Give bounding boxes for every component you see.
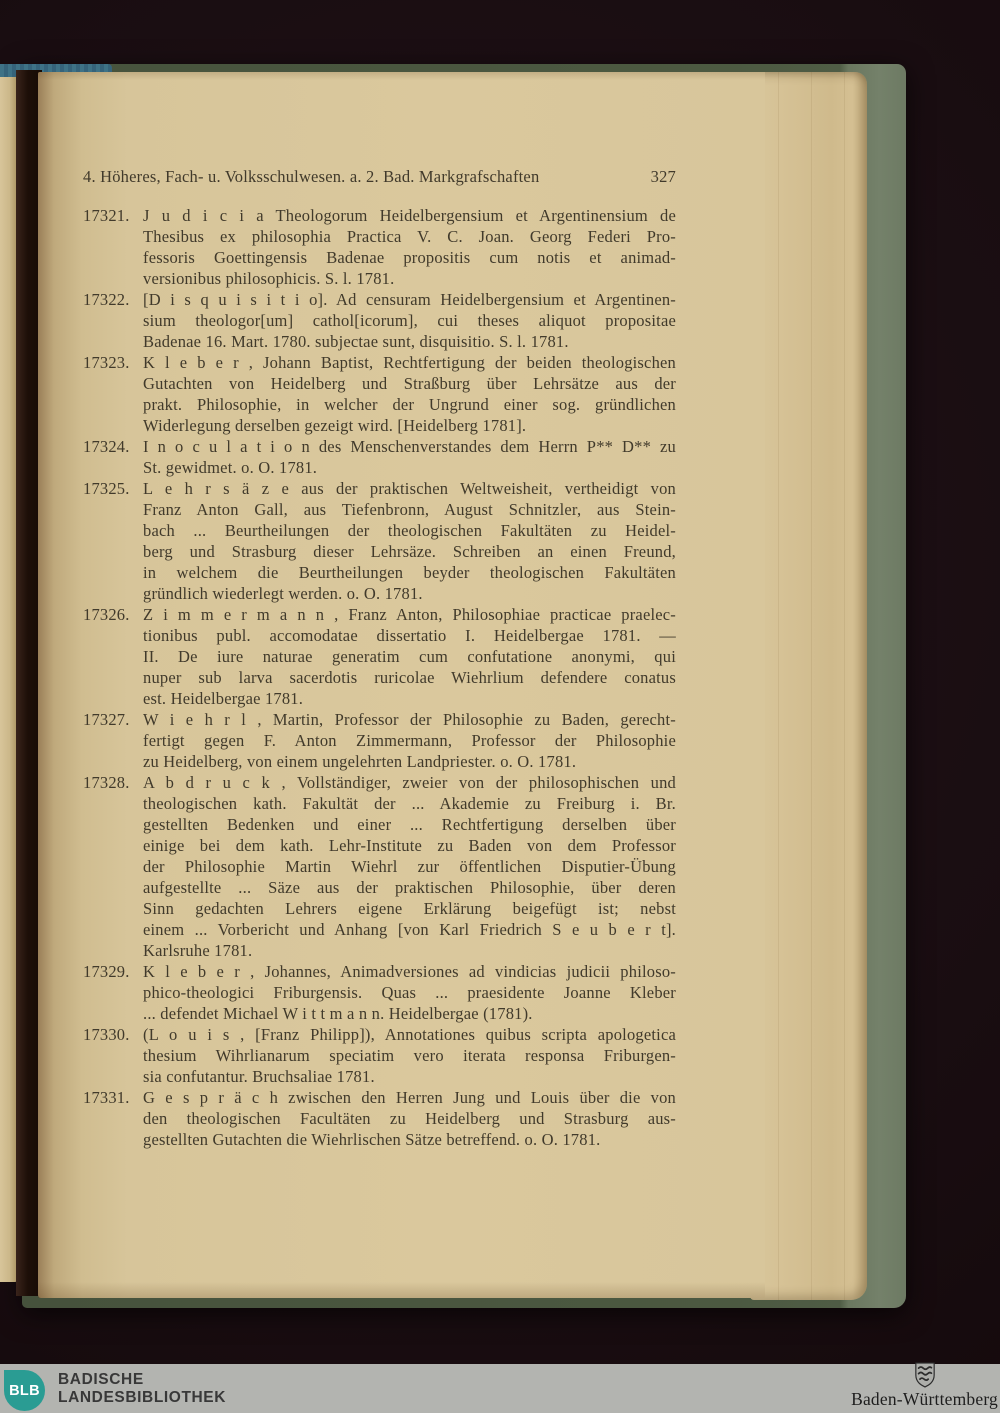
entry-line: Thesibus ex philosophia Practica V. C. Joan. Georg Federi Pro- [143,227,676,246]
bibliography-entry [83,478,676,604]
viewer-footer [0,1364,1000,1413]
entry-line: einige bei dem kath. Lehr-Institute zu Baden von dem Professor [143,836,676,855]
entry-number: 17323. [83,353,130,372]
entry-line: St. gewidmet. o. O. 1781. [143,458,318,477]
bibliography-entry [83,436,676,478]
entry-line: sia confutantur. Bruchsaliae 1781. [143,1067,375,1086]
bibliography-entry [83,604,676,709]
entry-line: Karlsruhe 1781. [143,941,253,960]
entry-number: 17325. [83,479,130,498]
entry-line: tionibus publ. accomodatae dissertatio I. Heidelbergae 1781. — [143,626,676,645]
entry-line: II. De iure naturae generatim cum confutatione anonymi, qui [143,647,676,666]
entry-number: 17329. [83,962,130,981]
bibliography-entry [83,352,676,436]
blb-logo [4,1370,45,1411]
entry-line: (L o u i s , [Franz Philipp]), Annotationes quibus scripta apologetica [143,1025,676,1044]
entry-number: 17328. [83,773,130,792]
coat-of-arms-icon [914,1362,936,1388]
entry-line: sium theologor[um] cathol[icorum], cui theses aliquot propositae [143,311,676,330]
entry-number: 17330. [83,1025,130,1044]
entry-number: 17326. [83,605,130,624]
entry-line: W i e h r l , Martin, Professor der Philosophie zu Baden, gerecht- [143,710,676,729]
entry-number: 17322. [83,290,130,309]
entry-line: est. Heidelbergae 1781. [143,689,304,708]
entry-body [143,352,676,436]
entry-line: der Philosophie Martin Wiehrl zur öffentlichen Disputier-Übung [143,857,676,876]
entry-line: aufgestellte ... Säze aus der praktischen Philosophie, über deren [143,878,676,897]
entry-line: Z i m m e r m a n n , Franz Anton, Philosophiae practicae praelec- [143,605,676,624]
entry-line: L e h r s ä z e aus der praktischen Weltweisheit, vertheidigt von [143,479,676,498]
page-content [83,166,676,1150]
entry-line: Widerlegung derselben gezeigt wird. [Heidelberg 1781]. [143,416,527,435]
entry-body [143,772,676,961]
page-header [83,166,676,187]
entry-body [143,436,676,478]
entry-body [143,478,676,604]
entry-body [143,1087,676,1150]
entry-number: 17331. [83,1088,130,1107]
entry-body [143,1024,676,1087]
entry-line: bach ... Beurtheilungen der theologischen Fakultäten zu Heidel- [143,521,676,540]
entry-line: nuper sub larva sacerdotis ruricolae Wiehrlium defendere conatus [143,668,676,687]
entry-line: gestellten Gutachten die Wiehrlischen Sätze betreffend. o. O. 1781. [143,1130,601,1149]
entry-line: in welchem die Beurtheilungen beyder theologischen Fakultäten [143,563,676,582]
entry-body [143,709,676,772]
entry-line: fertigt gegen F. Anton Zimmermann, Professor der Philosophie [143,731,676,750]
state-branding [851,1362,998,1410]
entry-line: K l e b e r , Johannes, Animadversiones ad vindicias judicii philoso- [143,962,676,981]
bibliography-entry [83,289,676,352]
entry-body [143,604,676,709]
library-name-line1: BADISCHE [58,1370,144,1388]
entry-line: I n o c u l a t i o n des Menschenverstandes dem Herrn P** D** zu [143,437,676,456]
entry-line: versionibus philosophicis. S. l. 1781. [143,269,395,288]
state-label: Baden-Württemberg [851,1389,998,1409]
entry-line: phico-theologici Friburgensis. Quas ... praesidente Joanne Kleber [143,983,676,1002]
section-heading: 4. Höheres, Fach- u. Volksschulwesen. a. 2. Bad. Markgrafschaften [83,167,540,186]
entry-body [143,961,676,1024]
entry-line: Gutachten von Heidelberg und Straßburg über Lehrsätze aus der [143,374,676,393]
entry-body [143,205,676,289]
entry-line: berg und Strasburg dieser Lehrsäze. Schreiben an einen Freund, [143,542,676,561]
bibliography-entry [83,772,676,961]
entry-number: 17324. [83,437,130,456]
entry-line: den theologischen Facultäten zu Heidelberg und Strasburg aus- [143,1109,676,1128]
entry-line: J u d i c i a Theologorum Heidelbergensium et Argentinensium de [143,206,676,225]
entry-line: gestellten Bedenken und einer ... Rechtfertigung derselben über [143,815,676,834]
entry-line: theologischen kath. Fakultät der ... Akademie zu Freiburg i. Br. [143,794,676,813]
bibliography-entries [83,205,676,1150]
entry-number: 17327. [83,710,130,729]
entry-line: Franz Anton Gall, aus Tiefenbronn, August Schnitzler, aus Stein- [143,500,676,519]
entry-line: A b d r u c k , Vollständiger, zweier von der philosophischen und [143,773,676,792]
bibliography-entry [83,1024,676,1087]
entry-line: ... defendet Michael W i t t m a n n. Heidelbergae (1781). [143,1004,533,1023]
entry-line: K l e b e r , Johann Baptist, Rechtfertigung der beiden theologischen [143,353,676,372]
entry-line: prakt. Philosophie, in welcher der Ungrund einer sog. gründlichen [143,395,676,414]
entry-line: einem ... Vorbericht und Anhang [von Karl Friedrich S e u b e r t]. [143,920,676,939]
bibliography-entry [83,205,676,289]
library-name-line2: LANDESBIBLIOTHEK [58,1388,227,1406]
bibliography-entry [83,709,676,772]
blb-logo-text: BLB [9,1382,40,1399]
entry-line: Sinn gedachten Lehrers eigene Erklärung beigefügt ist; nebst [143,899,676,918]
entry-line: [D i s q u i s i t i o]. Ad censuram Heidelbergensium et Argentinen- [143,290,676,309]
entry-number: 17321. [83,206,130,225]
page-number: 327 [650,167,676,186]
entry-line: Badenae 16. Mart. 1780. subjectae sunt, disquisitio. S. l. 1781. [143,332,569,351]
bibliography-entry [83,1087,676,1150]
library-name [58,1371,226,1407]
entry-line: zu Heidelberg, von einem ungelehrten Landpriester. o. O. 1781. [143,752,577,771]
entry-line: fessoris Goettingensis Badenae propositis cum notis et animad- [143,248,676,267]
entry-line: gründlich wiederlegt werden. o. O. 1781. [143,584,423,603]
page-fore-edge [750,72,867,1300]
entry-body [143,289,676,352]
bibliography-entry [83,961,676,1024]
entry-line: thesium Wihrlianarum speciatim vero iterata responsa Friburgen- [143,1046,676,1065]
entry-line: G e s p r ä c h zwischen den Herren Jung und Louis über die von [143,1088,676,1107]
